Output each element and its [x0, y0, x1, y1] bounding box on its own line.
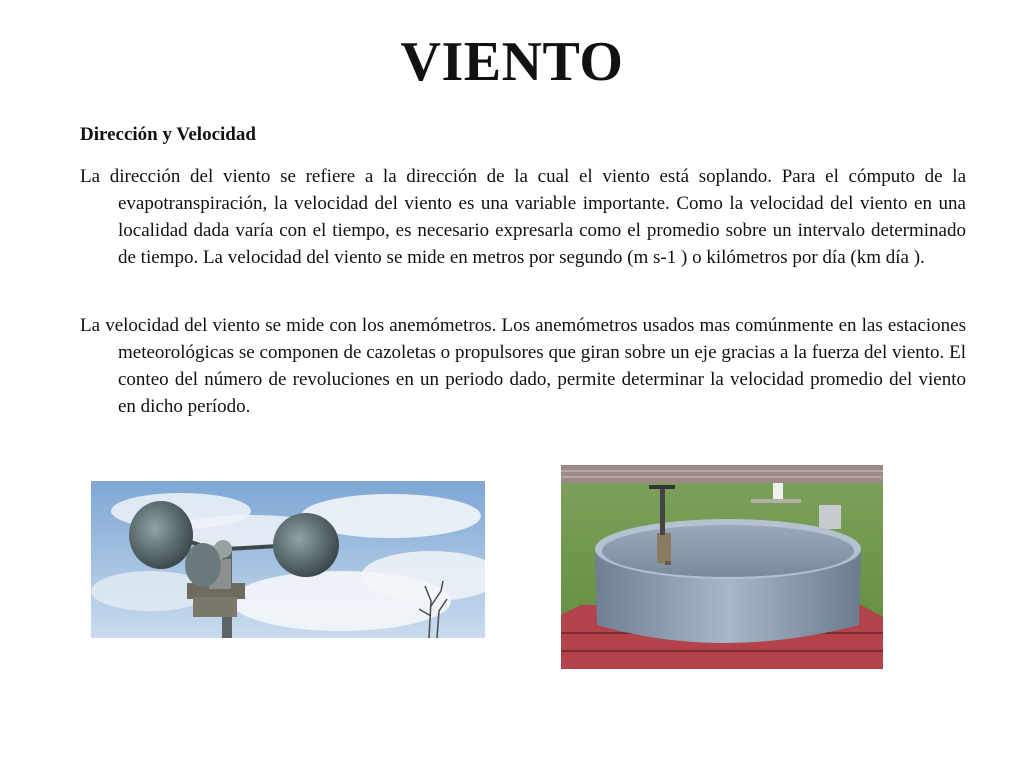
evaporation-pan-photo	[561, 465, 883, 669]
slide-title: VIENTO	[400, 31, 624, 93]
slide-subtitle: Dirección y Velocidad	[80, 124, 256, 145]
paragraph-wind-direction: La dirección del viento se refiere a la dirección de la cual el viento está soplando. Para el cómputo de la evapotranspiración, la velocidad del viento es una variable importante. Como la velocidad del viento en una localidad dada varía con el tiempo, es necesario expresarla como el promedio sobre un intervalo determinado de tiempo. La velocidad del viento se mide en metros por segundo (m s-1 ) o kilómetros por día (km día ).	[80, 166, 966, 268]
paragraph-anemometer: La velocidad del viento se mide con los anemómetros. Los anemómetros usados mas comúnmente en las estaciones meteorológicas se componen de cazoletas o propulsores que giran sobre un eje gracias a la fuerza del viento. El conteo del número de revoluciones en un periodo dado, permite determinar la velocidad promedio del viento en dicho período.	[80, 315, 966, 417]
anemometer-photo	[91, 481, 485, 638]
